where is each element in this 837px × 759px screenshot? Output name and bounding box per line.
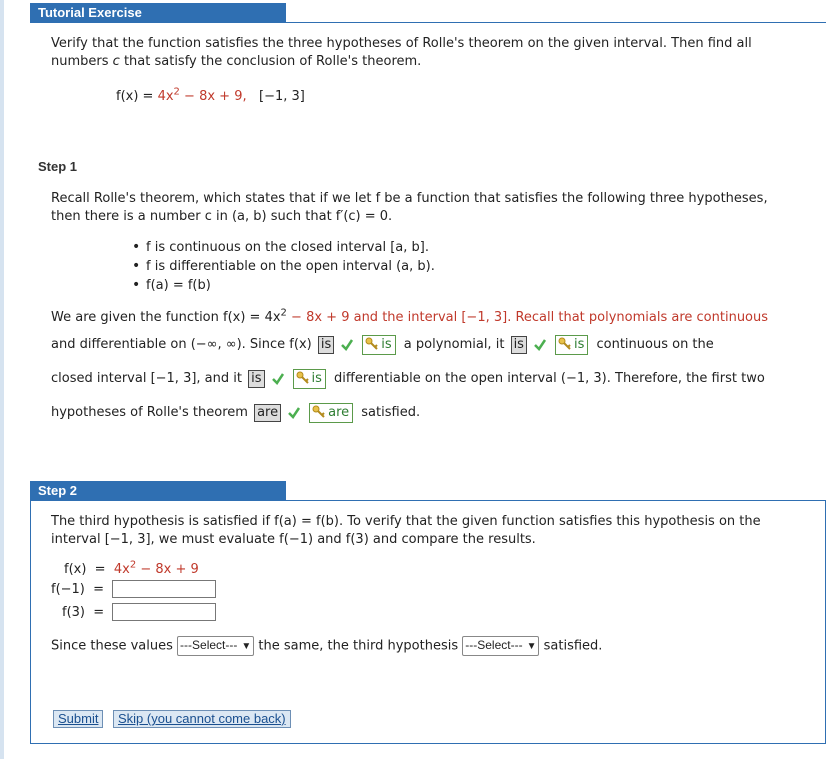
intro-line1: Verify that the function satisfies the three hypotheses of Rolle's theorem on the given interval. Then find all xyxy=(51,36,752,51)
para-line-c: closed interval [−1, 3], and it is is differentiable on the open interval (−1, 3). Therefore, the first two xyxy=(51,368,765,390)
fneg1-input[interactable] xyxy=(112,580,216,598)
step1-title: Step 1 xyxy=(38,159,78,174)
fx-row: $f(x) = 4x^2 - 8x + 9$ xyxy=(64,559,199,577)
para-line-a: We are given the function $f(x) = 4x^2 - 8x + 9$ and the interval [−1, 3]. Recall that polynomials are continuous xyxy=(51,307,769,325)
tutorial-tab xyxy=(30,3,286,23)
f3-input[interactable] xyxy=(112,603,216,621)
step2-line1: The third hypothesis is satisfied if f(a) = f(b). To verify that the given function satisfies this hypothesis on the xyxy=(51,514,761,529)
key-answer: is xyxy=(555,335,588,355)
step2-tab xyxy=(30,481,286,501)
checkmark-icon xyxy=(340,338,354,352)
key-icon xyxy=(558,337,572,351)
step2-title: Step 2 xyxy=(38,483,78,498)
hypotheses-list xyxy=(130,238,435,295)
checkmark-icon xyxy=(533,338,547,352)
intro-line2: numbers c that satisfy the conclusion of Rolle's theorem. xyxy=(51,54,422,69)
function-statement: $f(x) = 4x^2 - 8x + 9$, [−1, 3] xyxy=(116,86,305,104)
checkmark-icon xyxy=(271,372,285,386)
para-line-b: and differentiable on (−∞, ∞). Since f(x) is is a polynomial, it is is continuous on the xyxy=(51,334,714,356)
answer-box[interactable]: are xyxy=(254,404,281,422)
tutorial-rule xyxy=(286,22,826,23)
skip-button[interactable]: Skip (you cannot come back) xyxy=(113,710,291,728)
key-icon xyxy=(296,371,310,385)
recall-line1: Recall Rolle's theorem, which states that if we let f be a function that satisfies the following three hypotheses, xyxy=(51,191,768,206)
hypothesis-select[interactable]: ---Select--- ▼ xyxy=(462,636,539,656)
key-icon xyxy=(312,405,326,419)
key-answer: is xyxy=(362,335,395,355)
tutorial-title: Tutorial Exercise xyxy=(38,5,142,20)
chevron-down-icon: ▼ xyxy=(526,641,537,652)
values-select[interactable]: ---Select--- ▼ xyxy=(177,636,254,656)
hypothesis-item: • f is continuous on the closed interval [a, b]. xyxy=(130,238,435,257)
checkmark-icon xyxy=(287,406,301,420)
hypothesis-item: • f(a) = f(b) xyxy=(130,276,435,295)
answer-box[interactable]: is xyxy=(511,336,527,354)
since-row: Since these values ---Select--- ▼ the same, the third hypothesis ---Select--- ▼ satisfied. xyxy=(51,636,602,657)
answer-box[interactable]: is xyxy=(248,370,264,388)
key-answer: is xyxy=(293,369,326,389)
fneg1-label: f(−1) = xyxy=(51,582,105,597)
chevron-down-icon: ▼ xyxy=(241,641,252,652)
key-icon xyxy=(365,337,379,351)
left-border xyxy=(0,0,4,759)
f3-label: f(3) = xyxy=(62,605,105,620)
recall-line2: then there is a number c in (a, b) such that f′(c) = 0. xyxy=(51,209,393,224)
submit-button[interactable]: Submit xyxy=(53,710,103,728)
key-answer: are xyxy=(309,403,353,423)
hypothesis-item: • f is differentiable on the open interval (a, b). xyxy=(130,257,435,276)
answer-box[interactable]: is xyxy=(318,336,334,354)
para-line-d: hypotheses of Rolle's theorem are are satisfied. xyxy=(51,402,420,424)
step2-line2: interval [−1, 3], we must evaluate f(−1) and f(3) and compare the results. xyxy=(51,532,536,547)
